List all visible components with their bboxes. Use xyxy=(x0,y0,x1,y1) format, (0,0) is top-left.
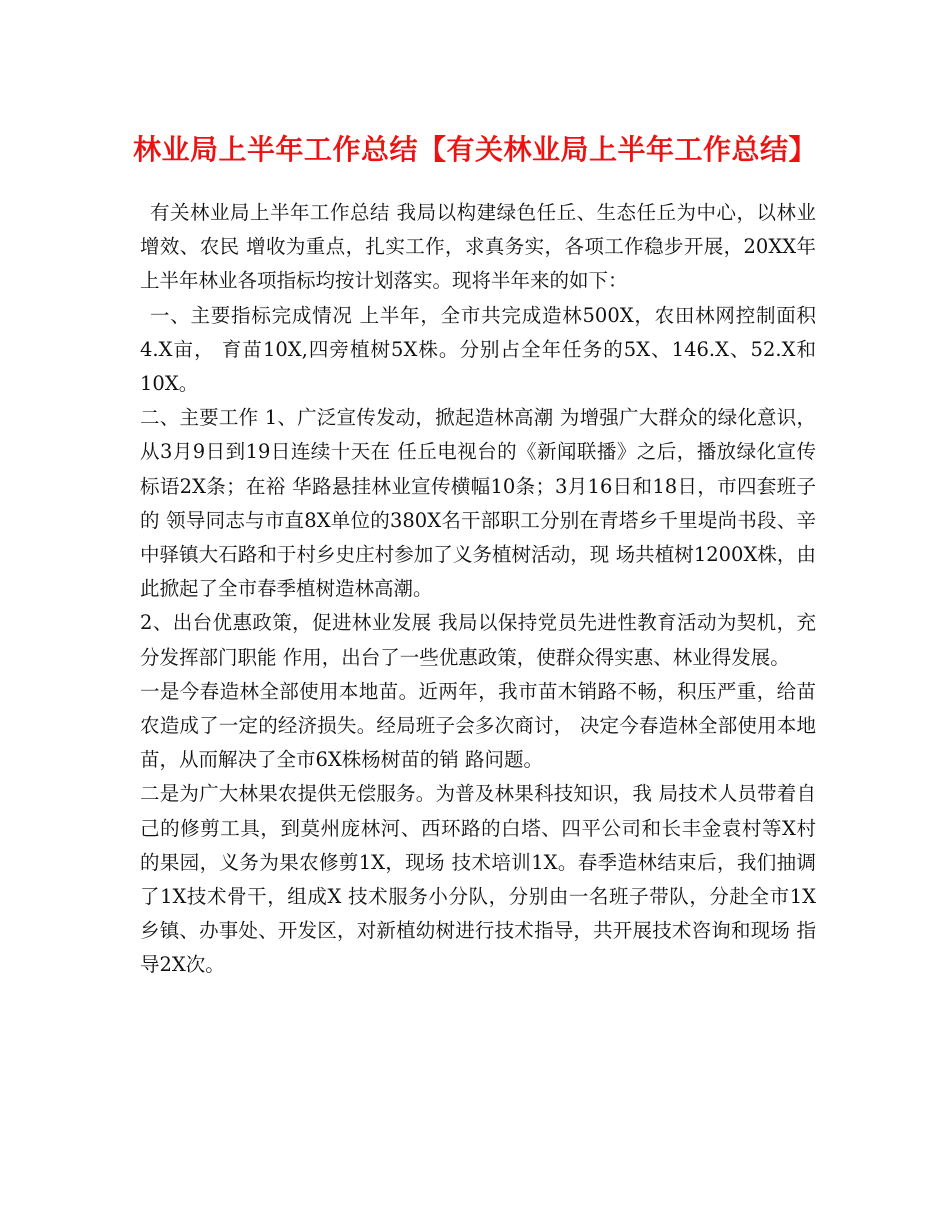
document-body xyxy=(140,196,816,983)
paragraph-intro: 有关林业局上半年工作总结 我局以构建绿色任丘、生态任丘为中心，以林业增效、农民 增收为重点，扎实工作，求真务实，各项工作稳步开展，20XX年 上半年林业各项指标均按计划落实。现将半年来的如下： xyxy=(140,201,816,293)
document-title: 林业局上半年工作总结【有关林业局上半年工作总结】 xyxy=(132,133,817,166)
paragraph-free-service: 二是为广大林果农提供无偿服务。为普及林果科技知识，我 局技术人员带着自己的修剪工具，到莫州庞林河、西环路的白塔、四平公司和长丰金袁村等X村的果园，义务为果农修剪1X，现场 技术培训1X。春季造林结束后，我们抽调了1X技术骨干，组成X 技术服务小分队，分别由一名班子带队，分赴全市1X乡镇、办事处、开发区，对新植幼树进行技术指导，共开展技术咨询和现场 指导2X次。 xyxy=(140,782,816,977)
paragraph-main-work: 二、主要工作 1、广泛宣传发动，掀起造林高潮 为增强广大群众的绿化意识，从3月9日到19日连续十天在 任丘电视台的《新闻联播》之后，播放绿化宣传标语2X条；在裕 华路悬挂林业宣传横幅10条；3月16日和18日，市四套班子的 领导同志与市直8X单位的380X名干部职工分别在青塔乡千里堤尚书段、辛中驿镇大石路和于村乡史庄村参加了义务植树活动，现 场共植树1200X株，由此掀起了全市春季植树造林高潮。 xyxy=(140,406,816,601)
paragraph-local-seedlings: 一是今春造林全部使用本地苗。近两年，我市苗木销路不畅，积压严重，给苗农造成了一定的经济损失。经局班子会多次商讨， 决定今春造林全部使用本地苗，从而解决了全市6X株杨树苗的销 路问题。 xyxy=(140,679,816,772)
paragraph-main-indicators: 一、主要指标完成情况 上半年，全市共完成造林500X，农田林网控制面积4.X亩， 育苗10X,四旁植树5X株。分别占全年任务的5X、146.X、52.X和10X。 xyxy=(140,303,816,396)
paragraph-preferential-policy: 2、出台优惠政策，促进林业发展 我局以保持党员先进性教育活动为契机，充分发挥部门职能 作用，出台了一些优惠政策，使群众得实惠、林业得发展。 xyxy=(140,611,816,669)
